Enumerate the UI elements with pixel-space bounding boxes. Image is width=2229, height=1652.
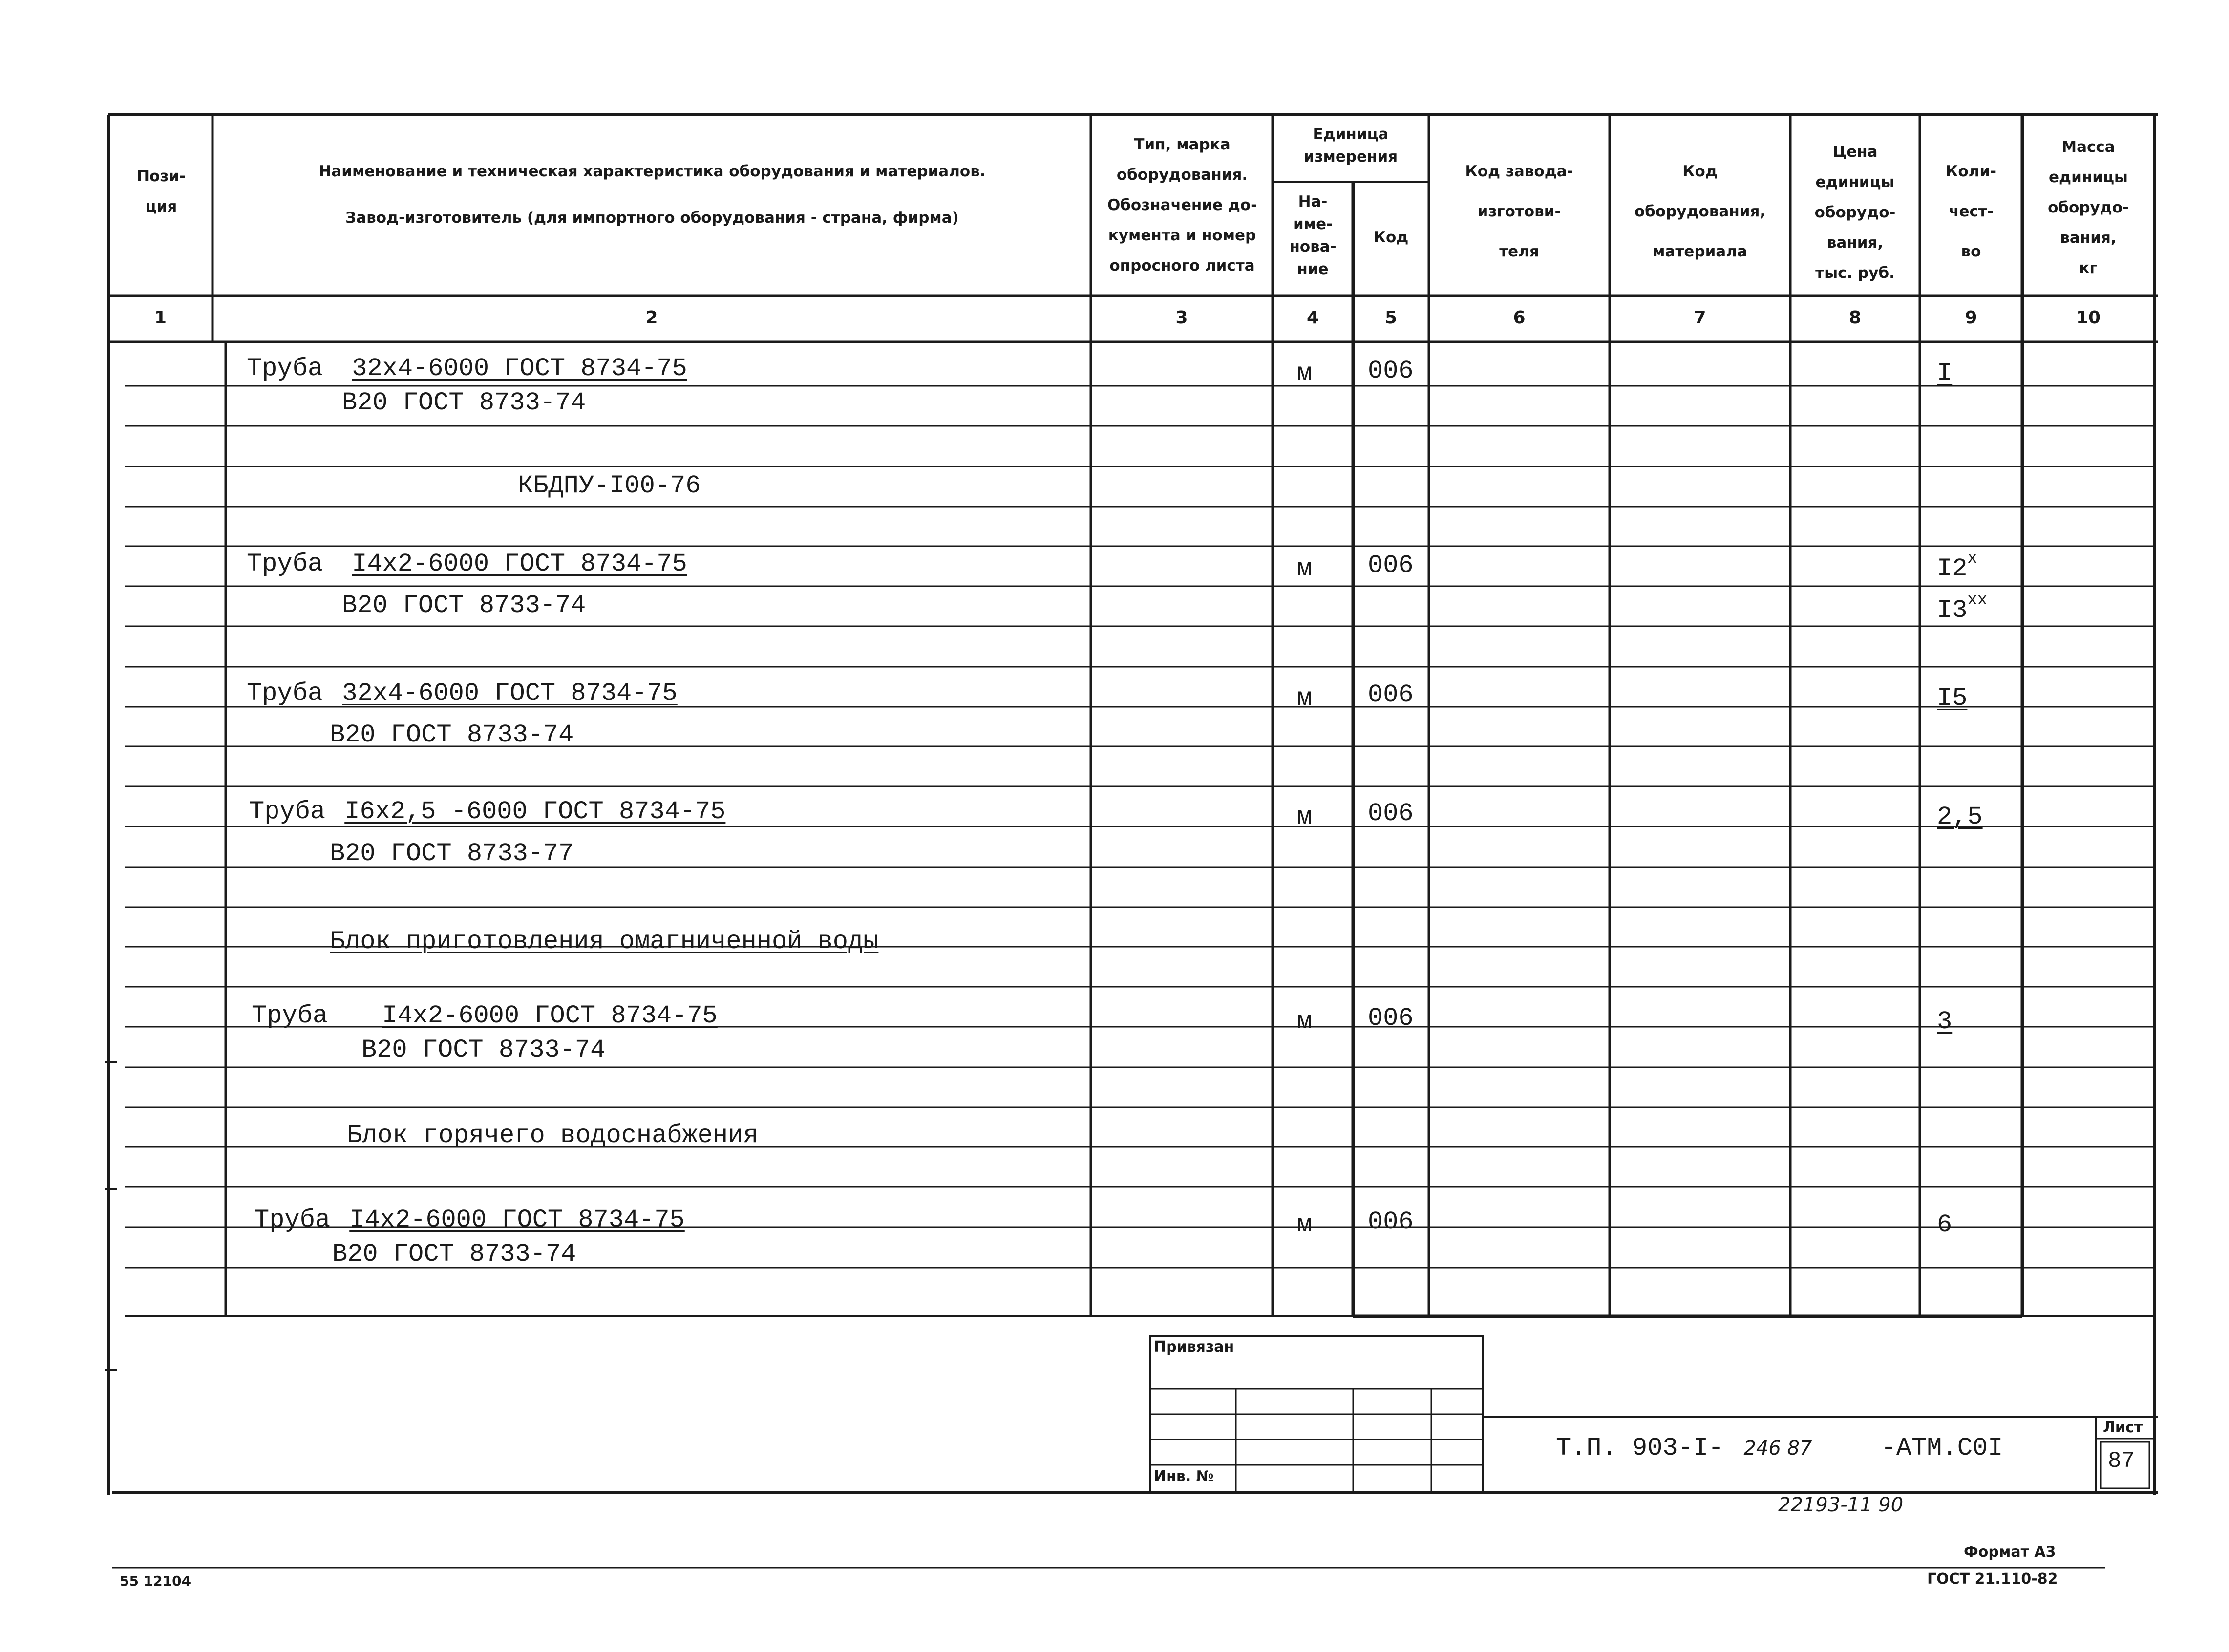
item-steel-grade: В20 ГОСТ 8733-74 [332,1240,576,1269]
header-unit-group: Единица измерения [1303,126,1398,166]
sheet-number: 87 [2108,1448,2135,1474]
item-quantity: 3 [1937,1007,1953,1036]
section-title: Блок приготовления омагниченной воды [330,927,879,956]
item-steel-grade: В20 ГОСТ 8733-74 [330,720,574,749]
item-unit: м [1297,554,1313,583]
item-steel-grade: В20 ГОСТ 8733-77 [330,839,574,868]
item-quantity: I5 [1937,684,1968,713]
header-manufacturer: Завод-изготовитель (для импортного оборудования - страна, фирма) [345,209,959,227]
table-row-item [249,797,725,826]
table-row-item [254,1206,685,1234]
archive-code: 55 12104 [120,1573,191,1589]
colnum-2: 2 [645,308,658,328]
item-spec: I4х2-6000 ГОСТ 8734-75 [349,1206,685,1234]
item-unit: м [1297,684,1313,713]
colnum-8: 8 [1848,308,1862,328]
item-unit-code: 006 [1368,551,1414,580]
item-spec: 32х4-6000 ГОСТ 8734-75 [342,679,678,708]
format-label: Формат А3 [1964,1544,2056,1561]
table-row-item [247,354,687,383]
item-quantity: $I2^х$ [1937,550,1977,583]
colnum-4: 4 [1306,308,1319,328]
item-steel-grade: В20 ГОСТ 8733-74 [342,591,586,620]
item-unit: м [1297,1210,1313,1239]
gost-label: ГОСТ 21.110-82 [1927,1570,2058,1588]
item-spec: I4х2-6000 ГОСТ 8734-75 [352,550,687,578]
item-unit-code: 006 [1368,1207,1414,1236]
item-quantity-alt: $I3^{хх}$ [1937,591,1988,625]
header-quantity: Коли- чест- во [1946,163,1996,260]
stamp-inventory-number: Инв. № [1154,1468,1214,1485]
item-unit: м [1297,1007,1313,1036]
section-title: КБДПУ-I00-76 [518,471,701,500]
item-spec: 32х4-6000 ГОСТ 8734-75 [352,354,687,383]
item-unit-code: 006 [1368,799,1414,828]
item-name: Труба [247,550,323,578]
item-unit: м [1297,803,1313,831]
item-name: Труба [247,679,323,708]
header-factory-code: Код завода- изготови- теля [1465,163,1573,260]
colnum-5: 5 [1384,308,1398,328]
item-name: Труба [249,797,326,826]
colnum-7: 7 [1694,308,1706,328]
section-title: Блок горячего водоснабжения [347,1121,759,1150]
header-type: Тип, марка оборудования. Обозначение до- кумента и номер опросного листа [1107,136,1257,275]
sheet-label: Лист [2103,1419,2143,1436]
table-row-item [247,679,678,708]
item-steel-grade: В20 ГОСТ 8733-74 [361,1036,606,1064]
item-name: Труба [254,1206,331,1234]
table-row-item [252,1001,718,1030]
item-quantity: I [1937,359,1953,388]
header-equipment-code: Код оборудования, материала [1634,163,1766,260]
colnum-3: 3 [1175,308,1188,328]
stamp-privyazan: Привязан [1154,1338,1234,1355]
item-quantity: 2,5 [1937,803,1983,831]
header-name: Наименование и техническая характеристика оборудования и материалов. [318,163,986,180]
colnum-1: 1 [154,308,167,328]
item-unit: м [1297,359,1313,388]
item-unit-code: 006 [1368,357,1414,385]
item-name: Труба [247,354,323,383]
header-price: Цена единицы оборудо- вания, тыс. руб. [1814,143,1896,282]
item-spec: I6х2,5 -6000 ГОСТ 8734-75 [344,797,726,826]
item-unit-code: 006 [1368,1004,1414,1033]
item-unit-code: 006 [1368,680,1414,709]
item-steel-grade: В20 ГОСТ 8733-74 [342,388,586,417]
colnum-9: 9 [1965,308,1977,328]
header-unit-name: На- име- нова- ние [1289,193,1337,278]
item-name: Труба [252,1001,328,1030]
header-unit-code: Код [1373,229,1409,246]
document-code: Т.П. 903-I- 246 87 -АТМ.С0I [1556,1434,2003,1462]
handwritten-number: 22193-11 90 [1778,1494,1904,1516]
header-position: Пози- ция [137,168,186,215]
table-row-item [247,550,687,578]
item-spec: I4х2-6000 ГОСТ 8734-75 [382,1001,718,1030]
item-quantity: 6 [1937,1210,1953,1239]
colnum-10: 10 [2076,308,2101,328]
header-mass: Масса единицы оборудо- вания, кг [2048,138,2129,277]
colnum-6: 6 [1513,308,1526,328]
